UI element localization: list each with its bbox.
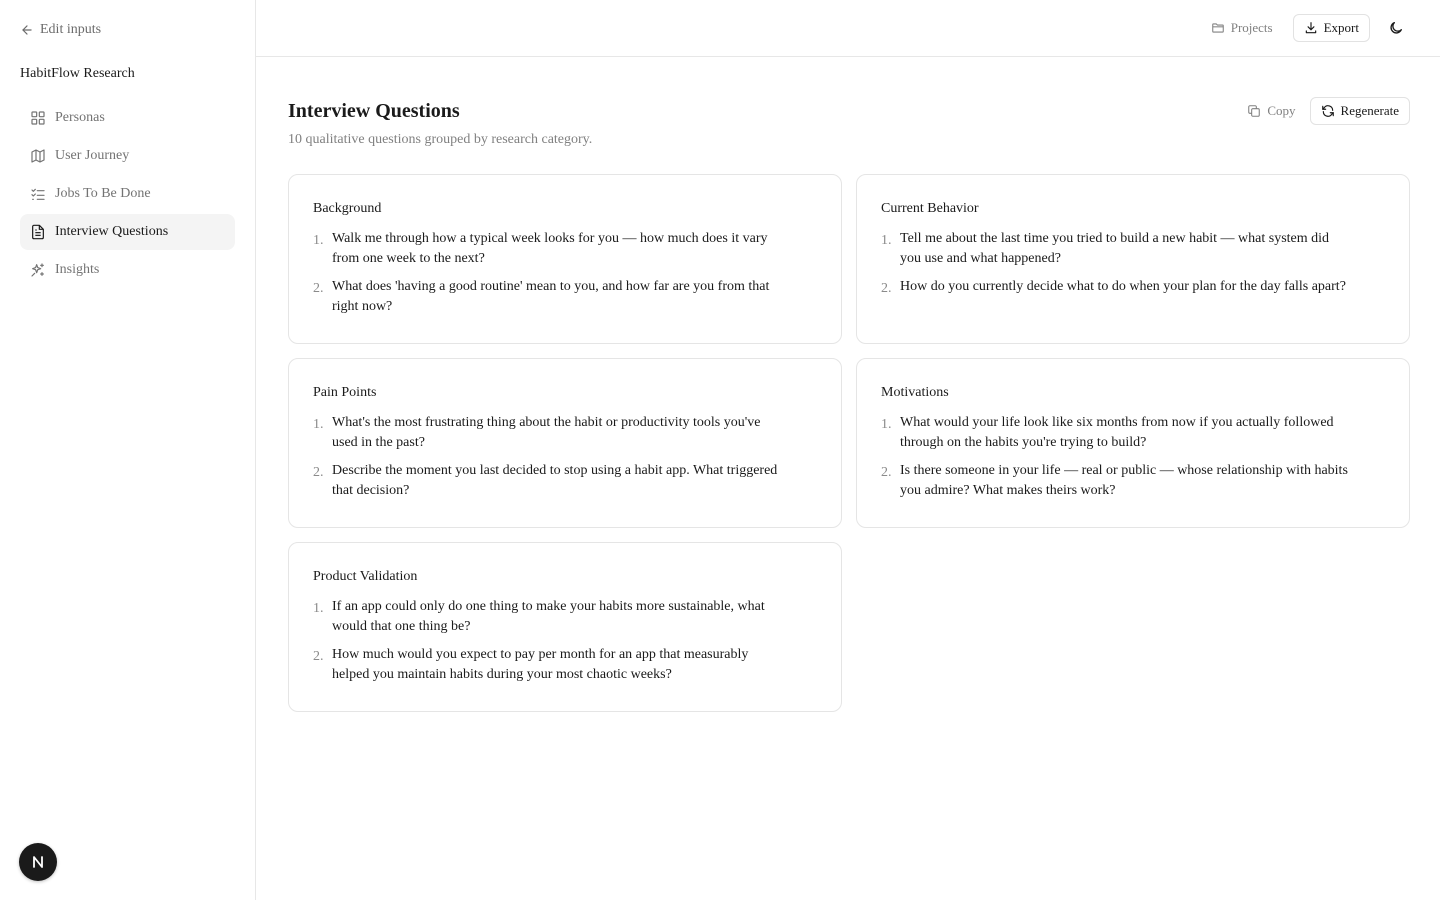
sidebar-item-insights[interactable] xyxy=(20,252,235,288)
sidebar-item-label: Jobs To Be Done xyxy=(55,186,151,201)
question-item xyxy=(313,461,817,501)
question-number: 1. xyxy=(881,417,892,432)
checklist-icon xyxy=(30,186,46,202)
sidebar xyxy=(0,0,256,900)
category-card-motivations xyxy=(856,358,1410,528)
question-grid xyxy=(288,174,1410,712)
question-number: 1. xyxy=(313,417,324,432)
sidebar-item-user-journey[interactable] xyxy=(20,138,235,174)
category-title: Pain Points xyxy=(313,385,377,400)
copy-button[interactable] xyxy=(1239,97,1303,125)
question-text: What does 'having a good routine' mean to you, and how far are you from that right now? xyxy=(332,279,770,314)
content xyxy=(256,57,1440,712)
document-icon xyxy=(30,224,46,240)
page-title: Interview Questions xyxy=(288,100,460,122)
question-item xyxy=(313,413,817,453)
category-card-current-behavior xyxy=(856,174,1410,344)
avatar[interactable] xyxy=(19,843,57,881)
sidebar-nav xyxy=(20,100,235,288)
category-title: Motivations xyxy=(881,385,949,400)
question-text: How much would you expect to pay per month for an app that measurably helped you maintain habits during your most chaotic weeks? xyxy=(332,647,749,682)
sidebar-item-label: Insights xyxy=(55,262,100,277)
question-item xyxy=(881,277,1385,299)
question-item xyxy=(881,461,1385,501)
project-name: HabitFlow Research xyxy=(20,66,135,81)
sidebar-item-label: Interview Questions xyxy=(55,224,169,239)
projects-button[interactable] xyxy=(1203,14,1281,42)
copy-label: Copy xyxy=(1267,103,1296,118)
regenerate-button[interactable] xyxy=(1310,97,1410,125)
question-number: 2. xyxy=(881,281,892,296)
copy-icon xyxy=(1247,104,1261,118)
page-heading-group xyxy=(288,97,592,150)
question-item xyxy=(313,597,817,637)
sidebar-item-interview-questions[interactable] xyxy=(20,214,235,250)
category-title: Background xyxy=(313,201,382,216)
question-text: If an app could only do one thing to make your habits more sustainable, what would that one thing be? xyxy=(332,599,765,634)
topbar xyxy=(256,0,1440,57)
folder-icon xyxy=(1211,21,1225,35)
question-text: How do you currently decide what to do when your plan for the day falls apart? xyxy=(900,279,1346,294)
export-label: Export xyxy=(1323,20,1359,35)
question-text: What's the most frustrating thing about the habit or productivity tools you've used in the past? xyxy=(332,415,761,450)
question-number: 1. xyxy=(881,233,892,248)
question-item xyxy=(881,229,1385,269)
question-text: Walk me through how a typical week looks for you — how much does it vary from one week to the next? xyxy=(332,231,768,266)
question-number: 2. xyxy=(313,465,324,480)
question-number: 1. xyxy=(313,601,324,616)
sidebar-item-jobs-to-be-done[interactable] xyxy=(20,176,235,212)
question-text: What would your life look like six months from now if you actually followed through on the habits you're trying to build? xyxy=(900,415,1334,450)
question-number: 2. xyxy=(313,281,324,296)
question-item xyxy=(313,229,817,269)
refresh-icon xyxy=(1321,104,1335,118)
question-number: 1. xyxy=(313,233,324,248)
n-logo-icon xyxy=(28,852,48,872)
theme-toggle-button[interactable] xyxy=(1382,14,1410,42)
export-button[interactable] xyxy=(1293,14,1370,42)
main-area xyxy=(256,0,1440,900)
category-title: Current Behavior xyxy=(881,201,979,216)
edit-inputs-link[interactable] xyxy=(20,20,101,40)
page-actions xyxy=(1239,97,1410,125)
sidebar-item-label: User Journey xyxy=(55,148,130,163)
question-text: Describe the moment you last decided to stop using a habit app. What triggered that decision? xyxy=(332,463,778,498)
map-icon xyxy=(30,148,46,164)
moon-icon xyxy=(1388,20,1404,36)
page-header xyxy=(288,97,1410,150)
question-item xyxy=(313,645,817,685)
grid-icon xyxy=(30,110,46,126)
question-number: 2. xyxy=(881,465,892,480)
question-item xyxy=(313,277,817,317)
sidebar-item-label: Personas xyxy=(55,110,105,125)
question-list xyxy=(313,597,817,685)
sidebar-item-personas[interactable] xyxy=(20,100,235,136)
arrow-left-icon xyxy=(20,23,34,37)
category-card-product-validation xyxy=(288,542,842,712)
question-item xyxy=(881,413,1385,453)
download-icon xyxy=(1304,21,1318,35)
regenerate-label: Regenerate xyxy=(1340,103,1399,118)
question-list xyxy=(313,229,817,317)
sparkles-icon xyxy=(30,262,46,278)
edit-inputs-label: Edit inputs xyxy=(40,22,102,37)
question-list xyxy=(881,229,1385,299)
page-subtitle: 10 qualitative questions grouped by research category. xyxy=(288,132,593,147)
projects-label: Projects xyxy=(1230,20,1273,35)
category-title: Product Validation xyxy=(313,569,418,584)
category-card-background xyxy=(288,174,842,344)
question-text: Tell me about the last time you tried to build a new habit — what system did you use and what happened? xyxy=(900,231,1330,266)
category-card-pain-points xyxy=(288,358,842,528)
question-text: Is there someone in your life — real or public — whose relationship with habits you admire? What makes theirs work? xyxy=(900,463,1348,498)
question-number: 2. xyxy=(313,649,324,664)
question-list xyxy=(313,413,817,501)
question-list xyxy=(881,413,1385,501)
